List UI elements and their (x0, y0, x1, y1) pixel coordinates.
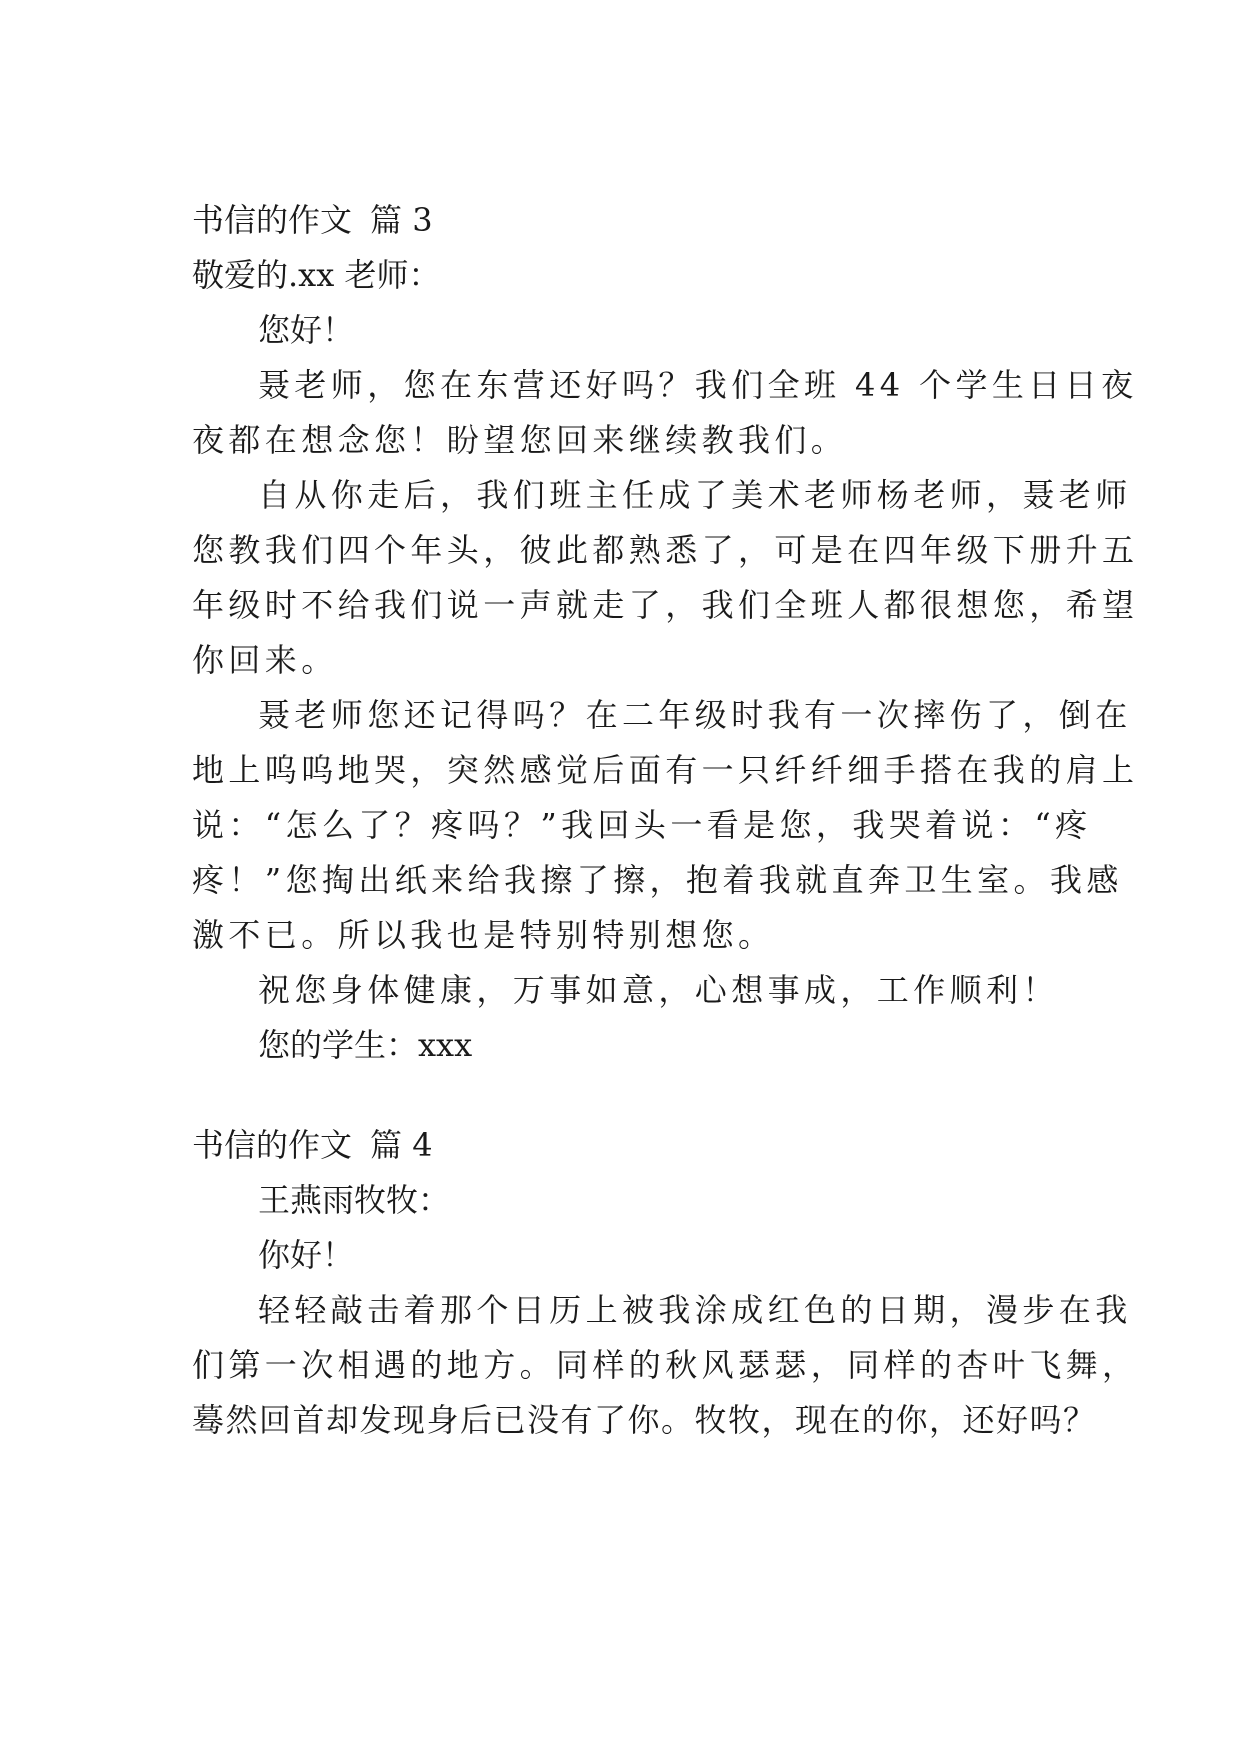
section-3-para2-line3: 年级时不给我们说一声就走了，我们全班人都很想您，希望 (192, 586, 1139, 624)
section-3-para3-line1: 聂老师您还记得吗？在二年级时我有一次摔伤了，倒在 (258, 696, 1132, 734)
section-3-heading (192, 200, 433, 240)
section-3-para1-line2: 夜都在想念您！盼望您回来继续教我们。 (192, 421, 848, 459)
section-3-para2-line4: 你回来。 (192, 641, 338, 679)
section-4-heading-title: 书信的作文 (192, 1126, 353, 1164)
section-3-para2-line2: 您教我们四个年头，彼此都熟悉了，可是在四年级下册升五 (192, 531, 1139, 569)
section-3-closing: 祝您身体健康，万事如意，心想事成，工作顺利！ (258, 971, 1059, 1009)
section-4-heading-number: 篇 4 (370, 1126, 433, 1164)
section-4-salutation: 王燕雨牧牧： (258, 1181, 451, 1219)
section-3-para3-line4: 疼！”您掏出纸来给我擦了擦，抱着我就直奔卫生室。我感 (192, 861, 1123, 899)
section-3-para3-line2: 地上呜呜地哭，突然感觉后面有一只纤纤细手搭在我的肩上 (192, 751, 1139, 789)
section-4-greeting: 你好！ (258, 1236, 355, 1274)
section-4-heading (192, 1125, 433, 1165)
section-3-para3-line3: 说：“怎么了？疼吗？”我回头一看是您，我哭着说：“疼 (192, 806, 1092, 844)
section-3-greeting: 您好！ (258, 311, 355, 349)
section-3-heading-number: 篇 3 (370, 201, 433, 239)
section-3-para3-line5: 激不已。所以我也是特别特别想您。 (192, 916, 775, 954)
section-4-para1-line2: 们第一次相遇的地方。同样的秋风瑟瑟，同样的杏叶飞舞， (192, 1346, 1139, 1384)
section-3-para2-line1: 自从你走后，我们班主任成了美术老师杨老师，聂老师 (258, 476, 1132, 514)
section-4-para1-line1: 轻轻敲击着那个日历上被我涂成红色的日期，漫步在我 (258, 1291, 1132, 1329)
section-3-para1-line1: 聂老师，您在东营还好吗？我们全班 44 个学生日日夜 (258, 366, 1138, 404)
section-3-heading-title: 书信的作文 (192, 201, 353, 239)
section-4-para1-line3: 蓦然回首却发现身后已没有了你。牧牧，现在的你，还好吗？ (192, 1401, 1097, 1439)
section-3-signature: 您的学生：xxx (258, 1026, 473, 1064)
section-3-salutation: 敬爱的.xx 老师： (192, 256, 441, 294)
